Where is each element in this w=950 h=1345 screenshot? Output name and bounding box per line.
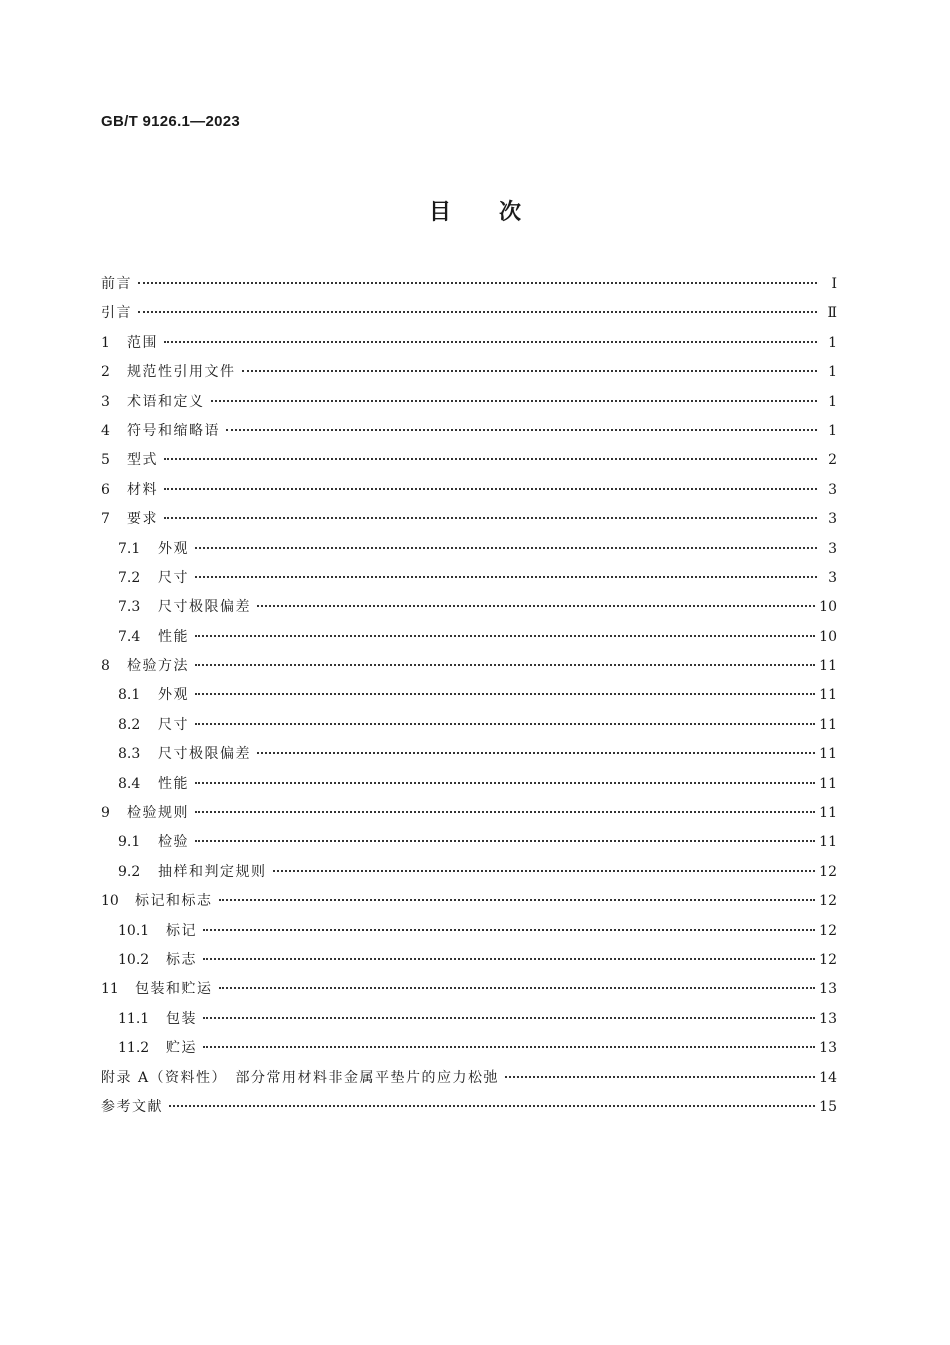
- toc-entry-number: 8.2: [118, 716, 141, 733]
- toc-entry-label: 引言: [101, 305, 132, 322]
- toc-entry-number: 2: [101, 364, 110, 381]
- toc-entry-page-number: 11: [819, 775, 837, 792]
- toc-entry[interactable]: [101, 770, 837, 799]
- toc-entry-page-number: 11: [819, 687, 837, 704]
- toc-entry-page-number: 11: [819, 716, 837, 733]
- table-of-contents: [101, 270, 837, 1122]
- toc-entry-label: 性能: [158, 628, 189, 645]
- toc-dot-leader: [211, 400, 818, 402]
- toc-entry[interactable]: [101, 799, 837, 828]
- toc-dot-leader: [257, 605, 815, 607]
- toc-dot-leader: [195, 782, 815, 784]
- toc-entry-label: 尺寸极限偏差: [158, 746, 251, 763]
- toc-entry-page-number: 11: [819, 658, 837, 675]
- toc-entry[interactable]: [101, 476, 837, 505]
- toc-entry-page-number: 13: [819, 1010, 837, 1027]
- toc-entry-number: 6: [101, 481, 110, 498]
- toc-dot-leader: [195, 576, 817, 578]
- toc-dot-leader: [169, 1105, 815, 1107]
- toc-entry-page-number: 1: [828, 393, 837, 410]
- toc-entry-page-number: 10: [819, 599, 837, 616]
- toc-entry[interactable]: [101, 358, 837, 387]
- toc-entry-label: 术语和定义: [127, 393, 205, 410]
- toc-entry-page-number: 11: [819, 834, 837, 851]
- toc-entry-label: 型式: [127, 452, 158, 469]
- toc-dot-leader: [219, 987, 816, 989]
- toc-entry-label: 检验方法: [127, 658, 189, 675]
- toc-dot-leader: [138, 282, 817, 284]
- toc-entry[interactable]: [101, 652, 837, 681]
- toc-entry[interactable]: [101, 740, 837, 769]
- toc-entry[interactable]: [101, 564, 837, 593]
- toc-entry[interactable]: [101, 299, 837, 328]
- page-title: 目次: [428, 200, 569, 225]
- toc-entry[interactable]: [101, 593, 837, 622]
- toc-entry-number: 5: [101, 452, 110, 469]
- toc-entry-label: 符号和缩略语: [127, 422, 220, 439]
- toc-entry[interactable]: [101, 1064, 837, 1093]
- toc-entry-label: 标记和标志: [135, 893, 213, 910]
- toc-entry-number: 11: [101, 981, 119, 998]
- toc-entry-page-number: 1: [828, 364, 837, 381]
- toc-entry-page-number: Ⅱ: [827, 305, 837, 322]
- toc-entry-page-number: 3: [828, 481, 837, 498]
- toc-entry-number: 11.1: [118, 1010, 150, 1027]
- toc-entry-number: 7.2: [118, 569, 141, 586]
- toc-entry[interactable]: [101, 975, 837, 1004]
- toc-entry-label: 贮运: [166, 1040, 197, 1057]
- toc-dot-leader: [138, 311, 817, 313]
- toc-dot-leader: [164, 517, 817, 519]
- toc-entry-number: 10.2: [118, 951, 150, 968]
- toc-entry[interactable]: [101, 828, 837, 857]
- toc-entry[interactable]: [101, 388, 837, 417]
- toc-entry-label: 包装: [166, 1010, 197, 1027]
- toc-entry-page-number: 13: [819, 981, 837, 998]
- toc-entry-page-number: 12: [819, 863, 837, 880]
- toc-entry-page-number: 12: [819, 893, 837, 910]
- toc-dot-leader: [195, 693, 815, 695]
- toc-entry-page-number: 11: [819, 746, 837, 763]
- toc-dot-leader: [203, 1046, 815, 1048]
- toc-dot-leader: [226, 429, 817, 431]
- toc-entry-number: 8: [101, 658, 110, 675]
- toc-entry[interactable]: [101, 623, 837, 652]
- toc-entry-label: 前言: [101, 276, 132, 292]
- toc-entry-label: 材料: [127, 481, 158, 498]
- toc-entry-page-number: 13: [819, 1040, 837, 1057]
- toc-entry-label: 尺寸极限偏差: [158, 599, 251, 616]
- toc-entry-page-number: 3: [828, 569, 837, 586]
- toc-dot-leader: [195, 723, 815, 725]
- toc-entry-label: 标记: [166, 922, 197, 939]
- toc-entry-page-number: 12: [819, 951, 837, 968]
- toc-entry[interactable]: [101, 505, 837, 534]
- toc-entry-number: 11.2: [118, 1040, 150, 1057]
- toc-entry-number: 7: [101, 511, 110, 528]
- toc-entry-label: 外观: [158, 540, 189, 557]
- toc-entry-page-number: 12: [819, 922, 837, 939]
- toc-entry-number: 8.1: [118, 687, 141, 704]
- toc-entry[interactable]: [101, 417, 837, 446]
- toc-entry[interactable]: [101, 917, 837, 946]
- toc-entry-page-number: 10: [819, 628, 837, 645]
- toc-entry[interactable]: [101, 887, 837, 916]
- toc-entry[interactable]: [101, 946, 837, 975]
- toc-entry-label: 性能: [158, 775, 189, 792]
- toc-entry-number: 9.2: [118, 863, 141, 880]
- toc-entry[interactable]: [101, 681, 837, 710]
- toc-entry-page-number: 15: [819, 1098, 837, 1115]
- toc-entry-number: 1: [101, 334, 110, 351]
- toc-entry-number: 4: [101, 422, 110, 439]
- toc-entry[interactable]: [101, 329, 837, 358]
- toc-entry[interactable]: [101, 270, 837, 299]
- toc-entry-number: 9.1: [118, 834, 141, 851]
- toc-entry-page-number: 2: [828, 452, 837, 469]
- toc-entry-label: 范围: [127, 334, 158, 351]
- toc-entry-label: 检验: [158, 834, 189, 851]
- toc-entry-number: 8.4: [118, 775, 141, 792]
- toc-dot-leader: [273, 870, 816, 872]
- toc-entry-label: 尺寸: [158, 716, 189, 733]
- toc-entry-label: 附录 A（资料性） 部分常用材料非金属平垫片的应力松弛: [101, 1069, 500, 1086]
- toc-entry[interactable]: [101, 711, 837, 740]
- toc-entry-page-number: 3: [828, 511, 837, 528]
- toc-dot-leader: [257, 752, 815, 754]
- toc-entry-label: 尺寸: [158, 569, 189, 586]
- toc-entry-page-number: 1: [828, 334, 837, 351]
- toc-dot-leader: [203, 1017, 815, 1019]
- toc-dot-leader: [164, 488, 817, 490]
- toc-dot-leader: [505, 1076, 815, 1078]
- toc-entry-number: 9: [101, 805, 110, 822]
- toc-dot-leader: [195, 811, 815, 813]
- toc-dot-leader: [203, 929, 815, 931]
- toc-entry[interactable]: [101, 858, 837, 887]
- toc-dot-leader: [203, 958, 815, 960]
- toc-dot-leader: [242, 370, 818, 372]
- standard-code: GB/T 9126.1—2023: [101, 113, 241, 130]
- toc-entry-page-number: Ⅰ: [831, 276, 837, 292]
- toc-entry-label: 外观: [158, 687, 189, 704]
- toc-entry[interactable]: [101, 1005, 837, 1034]
- toc-dot-leader: [195, 664, 815, 666]
- toc-entry-label: 包装和贮运: [135, 981, 213, 998]
- toc-dot-leader: [195, 547, 817, 549]
- toc-dot-leader: [164, 458, 817, 460]
- toc-entry-label: 检验规则: [127, 805, 189, 822]
- toc-entry-page-number: 1: [828, 422, 837, 439]
- toc-dot-leader: [219, 899, 816, 901]
- toc-entry-number: 7.1: [118, 540, 141, 557]
- toc-entry[interactable]: [101, 1034, 837, 1063]
- toc-entry-page-number: 11: [819, 805, 837, 822]
- toc-entry[interactable]: [101, 535, 837, 564]
- toc-entry-label: 规范性引用文件: [127, 364, 236, 381]
- toc-entry-number: 7.3: [118, 599, 141, 616]
- toc-entry-number: 8.3: [118, 746, 141, 763]
- toc-entry-label: 标志: [166, 951, 197, 968]
- toc-entry-number: 3: [101, 393, 110, 410]
- toc-entry-number: 7.4: [118, 628, 141, 645]
- toc-entry-label: 参考文献: [101, 1098, 163, 1115]
- toc-entry[interactable]: [101, 1093, 837, 1122]
- toc-dot-leader: [195, 635, 815, 637]
- toc-entry[interactable]: [101, 446, 837, 475]
- toc-dot-leader: [164, 341, 817, 343]
- toc-entry-number: 10.1: [118, 922, 150, 939]
- toc-entry-label: 要求: [127, 511, 158, 528]
- toc-dot-leader: [195, 840, 815, 842]
- toc-entry-label: 抽样和判定规则: [158, 863, 267, 880]
- toc-entry-page-number: 3: [828, 540, 837, 557]
- toc-entry-number: 10: [101, 893, 119, 910]
- toc-entry-page-number: 14: [819, 1069, 837, 1086]
